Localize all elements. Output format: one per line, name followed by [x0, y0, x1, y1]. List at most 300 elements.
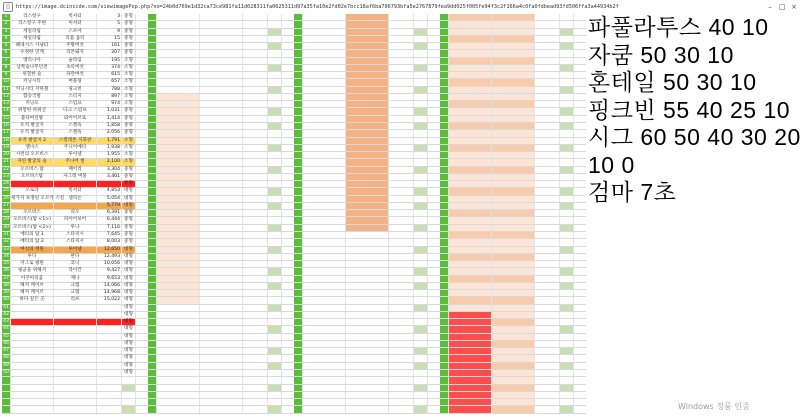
value	[535, 50, 560, 56]
monster-name: 파이어보어	[54, 217, 97, 223]
table-row	[148, 268, 294, 275]
value	[243, 399, 268, 405]
map-name	[157, 72, 200, 78]
monster-name	[492, 370, 535, 376]
monster-name: 라이칸	[54, 268, 97, 274]
table-row	[294, 348, 440, 355]
table-row	[294, 370, 440, 377]
value	[389, 152, 414, 158]
value	[97, 363, 122, 369]
value	[535, 334, 560, 340]
row-number: 40	[2, 297, 11, 303]
row-number: 36	[2, 268, 11, 274]
value	[97, 181, 122, 187]
monster-name	[346, 50, 389, 56]
size-grade: 대형	[122, 290, 136, 296]
size-grade	[122, 385, 136, 391]
row-number	[294, 363, 303, 369]
row-number: 16	[2, 123, 11, 129]
value	[535, 94, 560, 100]
value	[389, 225, 414, 231]
monster-name	[346, 247, 389, 253]
value	[389, 188, 414, 194]
map-name	[303, 210, 346, 216]
map-name	[157, 14, 200, 20]
map-name	[449, 334, 492, 340]
table-row	[294, 138, 440, 145]
row-number	[294, 108, 303, 114]
row-number: 38	[2, 283, 11, 289]
row-number	[440, 385, 449, 391]
table-row	[2, 79, 148, 86]
monster-name	[200, 385, 243, 391]
monster-name: 리틀 옵티	[54, 36, 97, 42]
table-row	[440, 58, 586, 65]
map-name	[157, 326, 200, 332]
table-row	[294, 312, 440, 319]
annotation-line-black-mage: 검마 7초	[588, 179, 677, 205]
size-grade	[414, 159, 428, 165]
table-row	[148, 130, 294, 137]
row-number	[440, 181, 449, 187]
monster-name	[346, 297, 389, 303]
value	[535, 326, 560, 332]
map-name	[303, 167, 346, 173]
row-number	[148, 159, 157, 165]
size-grade	[268, 87, 282, 93]
table-row	[294, 217, 440, 224]
value	[389, 108, 414, 114]
size-grade: 소형	[122, 101, 136, 107]
size-grade	[560, 36, 574, 42]
monster-name	[492, 392, 535, 398]
map-name	[449, 203, 492, 209]
monster-name: 셀리온	[54, 196, 97, 202]
row-number	[440, 225, 449, 231]
value	[389, 348, 414, 354]
size-grade	[268, 363, 282, 369]
row-number	[294, 334, 303, 340]
row-number: 23	[2, 174, 11, 180]
table-row	[294, 36, 440, 43]
row-number	[294, 297, 303, 303]
map-name	[303, 290, 346, 296]
value	[243, 14, 268, 20]
table-row	[440, 145, 586, 152]
value	[243, 268, 268, 274]
table-row	[440, 312, 586, 319]
map-name	[303, 43, 346, 49]
size-grade	[560, 268, 574, 274]
size-grade	[268, 174, 282, 180]
annotation-line-pinkbean: 핑크빈 55 40 25 10	[588, 96, 791, 123]
monster-name	[492, 355, 535, 361]
table-row	[440, 167, 586, 174]
row-number	[294, 101, 303, 107]
monster-name	[200, 123, 243, 129]
map-name: 리스항구 주변	[11, 21, 54, 27]
map-name	[157, 363, 200, 369]
row-number	[440, 276, 449, 282]
size-grade	[414, 72, 428, 78]
size-grade	[268, 36, 282, 42]
value	[243, 138, 268, 144]
size-grade	[560, 79, 574, 85]
size-grade: 대형	[122, 276, 136, 282]
table-row	[440, 138, 586, 145]
map-name	[449, 290, 492, 296]
row-number	[148, 290, 157, 296]
value	[389, 174, 414, 180]
map-name: 함승국멸	[11, 94, 54, 100]
map-name	[449, 21, 492, 27]
map-name	[449, 225, 492, 231]
table-row	[2, 406, 148, 413]
address-bar[interactable]: https://image.dcinside.com/viewimagePop.php?no=24b0d769e1d32ca73ce981fa11d028311fa0625311d97a35fa10e2fd02e7bcc18af6ba706793bfa5e2767879fea9dd025f005fe94f3c2f166a4c0fa0fdbead93fd506ffa3a44934b2f	[16, 3, 619, 10]
row-number	[440, 239, 449, 245]
monster-name	[492, 167, 535, 173]
monster-name: 슬라임	[54, 58, 97, 64]
maximize-icon[interactable]: □	[778, 2, 786, 11]
value: 1,031	[97, 108, 122, 114]
row-number: 35	[2, 261, 11, 267]
size-grade	[414, 21, 428, 27]
monster-name	[492, 247, 535, 253]
value: 7,116	[97, 225, 122, 231]
table-row	[148, 406, 294, 413]
row-number	[440, 247, 449, 253]
row-number: 10	[2, 79, 11, 85]
value	[535, 123, 560, 129]
table-row	[148, 297, 294, 304]
value	[389, 145, 414, 151]
size-grade	[560, 145, 574, 151]
monster-name: 리프	[54, 297, 97, 303]
value	[243, 377, 268, 383]
table-row	[440, 21, 586, 28]
table-row	[2, 188, 148, 195]
map-name	[157, 65, 200, 71]
value	[389, 87, 414, 93]
size-grade: 대형	[122, 341, 136, 347]
monster-name	[346, 392, 389, 398]
value: 657	[97, 79, 122, 85]
size-grade	[268, 392, 282, 398]
row-number	[148, 385, 157, 391]
row-number	[148, 29, 157, 35]
size-grade	[268, 283, 282, 289]
table-row	[440, 355, 586, 362]
value	[535, 225, 560, 231]
map-name	[449, 210, 492, 216]
row-number	[440, 210, 449, 216]
value	[243, 159, 268, 165]
size-grade	[268, 94, 282, 100]
row-number: 22	[2, 167, 11, 173]
map-name	[303, 181, 346, 187]
size-grade: 중형	[122, 123, 136, 129]
monster-name	[200, 72, 243, 78]
size-grade	[560, 283, 574, 289]
monster-name	[346, 348, 389, 354]
monster-name	[346, 14, 389, 20]
size-grade	[414, 210, 428, 216]
map-name	[449, 370, 492, 376]
size-grade: 중형	[122, 225, 136, 231]
value	[535, 312, 560, 318]
value	[535, 174, 560, 180]
row-number	[440, 174, 449, 180]
size-grade	[414, 355, 428, 361]
row-number: 28	[2, 210, 11, 216]
value	[389, 196, 414, 202]
size-grade: 중형	[122, 43, 136, 49]
row-number	[294, 392, 303, 398]
size-grade: 대형	[122, 283, 136, 289]
monster-name	[492, 123, 535, 129]
map-name: 커닝포	[11, 101, 54, 107]
row-number	[148, 392, 157, 398]
size-grade	[560, 116, 574, 122]
value	[243, 297, 268, 303]
size-grade	[268, 297, 282, 303]
size-grade: 대형	[122, 355, 136, 361]
close-icon[interactable]: ×	[791, 2, 797, 11]
value	[389, 392, 414, 398]
value	[97, 312, 122, 318]
row-number: 2	[2, 21, 11, 27]
map-name: 엘리니아	[11, 58, 54, 64]
monster-name	[200, 312, 243, 318]
row-number	[148, 79, 157, 85]
table-row	[440, 87, 586, 94]
row-number	[440, 21, 449, 27]
monster-name	[200, 36, 243, 42]
size-grade: 대형	[122, 334, 136, 340]
map-name	[157, 283, 200, 289]
row-number	[440, 232, 449, 238]
map-name	[449, 87, 492, 93]
annotation-line-cygnus: 시그 60 50 40 30 20	[588, 124, 801, 150]
monster-name	[200, 297, 243, 303]
value	[389, 203, 414, 209]
value	[389, 58, 414, 64]
size-grade	[414, 268, 428, 274]
size-grade	[268, 116, 282, 122]
size-grade	[560, 152, 574, 158]
value	[535, 210, 560, 216]
table-row	[148, 363, 294, 370]
size-grade	[268, 14, 282, 20]
row-number	[148, 276, 157, 282]
map-name	[449, 319, 492, 325]
value: 897	[97, 94, 122, 100]
monster-name	[54, 334, 97, 340]
monster-name	[346, 94, 389, 100]
monster-name	[492, 399, 535, 405]
row-number	[440, 152, 449, 158]
monster-name: 빅셔터	[54, 14, 97, 20]
monster-name	[492, 268, 535, 274]
row-number	[294, 276, 303, 282]
value	[243, 145, 268, 151]
row-number	[294, 14, 303, 20]
map-name	[157, 370, 200, 376]
size-grade	[122, 406, 136, 412]
row-number	[148, 232, 157, 238]
monster-name	[54, 203, 97, 209]
table-row	[440, 130, 586, 137]
value	[243, 261, 268, 267]
row-number: 13	[2, 101, 11, 107]
value	[243, 210, 268, 216]
map-name	[157, 130, 200, 136]
table-row	[440, 225, 586, 232]
table-row	[294, 65, 440, 72]
row-number	[148, 319, 157, 325]
size-grade	[414, 247, 428, 253]
table-row	[294, 363, 440, 370]
table-row	[440, 50, 586, 57]
value	[535, 377, 560, 383]
monster-name	[54, 399, 97, 405]
value	[97, 319, 122, 325]
map-name	[157, 254, 200, 260]
row-number	[440, 297, 449, 303]
map-name	[303, 138, 346, 144]
map-name	[11, 181, 54, 187]
map-name	[303, 385, 346, 391]
size-grade	[414, 217, 428, 223]
table-row	[440, 377, 586, 384]
map-name	[303, 297, 346, 303]
value	[389, 65, 414, 71]
row-number	[148, 210, 157, 216]
value: 10,056	[97, 261, 122, 267]
row-number	[148, 239, 157, 245]
value	[243, 326, 268, 332]
table-row	[294, 108, 440, 115]
map-name	[449, 261, 492, 267]
row-number	[294, 261, 303, 267]
row-number: 31	[2, 232, 11, 238]
monster-name	[492, 108, 535, 114]
map-name	[449, 348, 492, 354]
map-name: 아쿠아리움	[11, 276, 54, 282]
row-number	[148, 261, 157, 267]
value	[243, 196, 268, 202]
map-name: 불타버린땅	[11, 116, 54, 122]
table-row	[148, 72, 294, 79]
map-name	[157, 334, 200, 340]
monster-name	[492, 326, 535, 332]
map-name	[11, 305, 54, 311]
annotation-panel	[588, 14, 800, 394]
value	[243, 87, 268, 93]
map-name	[157, 276, 200, 282]
monster-name	[492, 65, 535, 71]
table-row	[2, 276, 148, 283]
table-row	[148, 188, 294, 195]
value	[389, 79, 414, 85]
row-number: 3	[2, 29, 11, 35]
size-grade	[560, 385, 574, 391]
size-grade	[268, 167, 282, 173]
size-grade	[414, 363, 428, 369]
table-row	[440, 79, 586, 86]
map-name	[303, 363, 346, 369]
value: 15	[97, 36, 122, 42]
map-name	[449, 43, 492, 49]
map-name: 예티의 탑 1	[11, 232, 54, 238]
map-name	[449, 58, 492, 64]
monster-name	[200, 50, 243, 56]
value: 5	[97, 21, 122, 27]
monster-name	[492, 203, 535, 209]
row-number: 49	[2, 363, 11, 369]
table-row	[2, 377, 148, 384]
map-name: 엘나스	[11, 145, 54, 151]
row-number	[440, 14, 449, 20]
value	[389, 116, 414, 122]
value	[243, 94, 268, 100]
table-row	[2, 247, 148, 254]
map-name	[449, 355, 492, 361]
minimize-icon[interactable]: –	[768, 2, 772, 11]
table-row	[148, 159, 294, 166]
value: 7,645	[97, 232, 122, 238]
row-number	[294, 145, 303, 151]
map-name	[157, 305, 200, 311]
monster-name	[492, 225, 535, 231]
table-row	[2, 334, 148, 341]
value: 5,054	[97, 196, 122, 202]
monster-name: 루이넬	[54, 247, 97, 253]
row-number	[148, 65, 157, 71]
row-number	[148, 370, 157, 376]
monster-name	[346, 239, 389, 245]
row-number	[148, 130, 157, 136]
value	[97, 392, 122, 398]
map-name	[157, 94, 200, 100]
size-grade: 중형	[122, 36, 136, 42]
value	[97, 406, 122, 412]
value	[535, 188, 560, 194]
value	[535, 276, 560, 282]
table-row	[2, 138, 148, 145]
size-grade	[560, 203, 574, 209]
size-grade	[414, 261, 428, 267]
size-grade	[414, 196, 428, 202]
table-row	[148, 210, 294, 217]
map-name	[11, 370, 54, 376]
size-grade: 대형	[122, 312, 136, 318]
table-row	[2, 326, 148, 333]
map-name: 여신의 정원	[11, 247, 54, 253]
row-number: 20	[2, 152, 11, 158]
row-number	[440, 305, 449, 311]
map-name	[157, 181, 200, 187]
size-grade	[268, 370, 282, 376]
monster-name	[200, 65, 243, 71]
value	[243, 319, 268, 325]
size-grade	[414, 145, 428, 151]
monster-name	[492, 43, 535, 49]
value	[243, 406, 268, 412]
table-row	[148, 385, 294, 392]
table-row	[294, 43, 440, 50]
value	[97, 399, 122, 405]
